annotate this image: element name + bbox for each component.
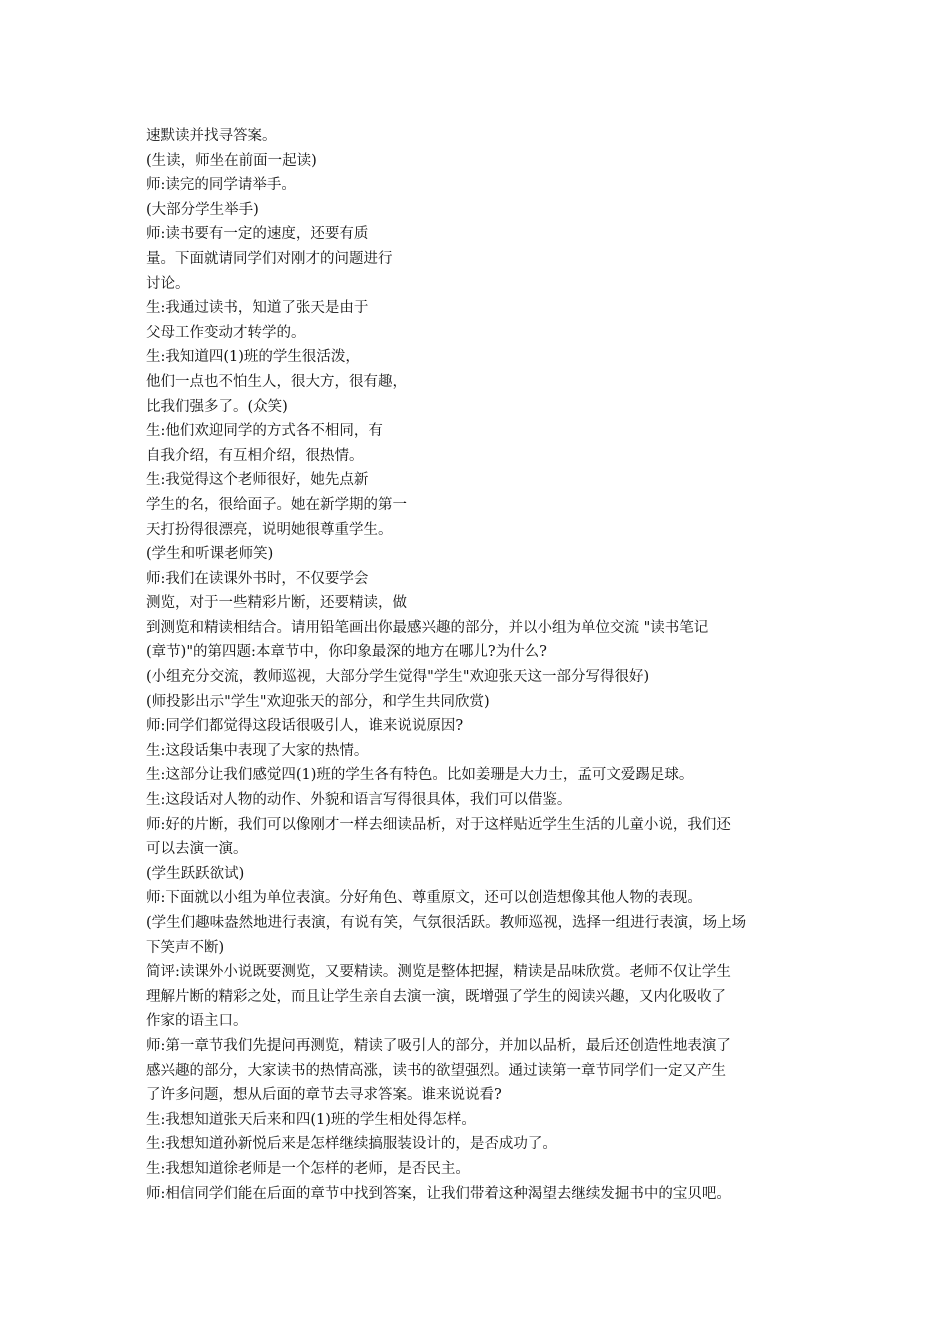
text-line: 作家的语主口。 — [146, 1013, 248, 1030]
text-line: 生:我想知道徐老师是一个怎样的老师，是否民主。 — [146, 1160, 470, 1177]
text-line: 师:下面就以小组为单位表演。分好角色、尊重原文，还可以创造想像其他人物的表现。 — [146, 890, 702, 907]
text-line: 自我介绍，有互相介绍，很热情。 — [146, 447, 364, 464]
text-line: 生:他们欢迎同学的方式各不相同，有 — [146, 423, 383, 440]
text-line: 师:读书要有一定的速度，还要有质 — [146, 226, 369, 243]
text-line: (学生们趣味盎然地进行表演，有说有笑，气氛很活跃。教师巡视，选择一组进行表演，场上场 — [146, 915, 747, 931]
text-line: 师:读完的同学请举手。 — [146, 177, 296, 194]
text-line: (师投影出示"学生"欢迎张天的部分，和学生共同欣赏) — [146, 693, 490, 710]
text-line: 下笑声不断) — [146, 939, 225, 956]
text-line: 生:我觉得这个老师很好，她先点新 — [146, 472, 369, 489]
text-line: 简评:读课外小说既要测览，又要精读。测览是整体把握，精读是品味欣赏。老师不仅让学生 — [146, 964, 731, 981]
text-line: 生:我想知道张天后来和四(1)班的学生相处得怎样。 — [146, 1111, 476, 1128]
text-line: 生:我知道四(1)班的学生很活泼， — [146, 349, 360, 366]
text-line: 了许多问题，想从后面的章节去寻求答案。谁来说说看? — [146, 1087, 502, 1104]
text-line: 生:我通过读书，知道了张天是由于 — [146, 300, 369, 317]
text-line: 生:这段话对人物的动作、外貌和语言写得很具体，我们可以借鉴。 — [146, 792, 572, 809]
text-line: 生:这段话集中表现了大家的热情。 — [146, 742, 369, 759]
document-body — [146, 124, 826, 1206]
text-line: (生读，师坐在前面一起读) — [146, 152, 317, 169]
text-line: (章节)"的第四题:本章节中，你印象最深的地方在哪儿?为什么? — [146, 644, 547, 661]
text-line: 生:我想知道孙新悦后来是怎样继续搞服装设计的，是否成功了。 — [146, 1136, 557, 1153]
text-line: 感兴趣的部分，大家读书的热情高涨，读书的欲望强烈。通过读第一章节同学们一定又产生 — [146, 1062, 726, 1079]
text-line: (学生跃跃欲试) — [146, 865, 245, 882]
text-line: 量。下面就请同学们对刚才的问题进行 — [146, 250, 393, 267]
text-line: 生:这部分让我们感觉四(1)班的学生各有特色。比如姜珊是大力士，孟可文爱踢足球。 — [146, 767, 694, 784]
text-line: 师:我们在读课外书时，不仅要学会 — [146, 570, 369, 587]
text-line: 到测览和精读相结合。请用铅笔画出你最感兴趣的部分，并以小组为单位交流 "读书笔记 — [146, 619, 709, 636]
text-line: 可以去演一演。 — [146, 841, 248, 858]
text-line: (大部分学生举手) — [146, 201, 259, 218]
text-line: 师:同学们都觉得这段话很吸引人，谁来说说原因? — [146, 718, 464, 735]
text-line: 父母工作变动才转学的。 — [146, 324, 306, 341]
text-line: 理解片断的精彩之处，而且让学生亲自去演一演，既增强了学生的阅读兴趣，又内化吸收了 — [146, 988, 726, 1005]
text-line: 速默读并找寻答案。 — [146, 128, 277, 144]
text-line: (学生和听课老师笑) — [146, 546, 274, 563]
text-line: 天打扮得很漂亮，说明她很尊重学生。 — [146, 521, 393, 538]
text-line: 比我们强多了。(众笑) — [146, 398, 288, 415]
text-line: 师:第一章节我们先提问再测览，精读了吸引人的部分，并加以品析，最后还创造性地表演了 — [146, 1037, 731, 1054]
text-line: 他们一点也不怕生人，很大方，很有趣， — [146, 373, 407, 390]
text-line: 测览，对于一些精彩片断，还要精读，做 — [146, 595, 407, 612]
text-line: 师:相信同学们能在后面的章节中找到答案，让我们带着这种渴望去继续发掘书中的宝贝吧。 — [146, 1185, 731, 1202]
text-line: 师:好的片断，我们可以像刚才一样去细读品析，对于这样贴近学生生活的儿童小说，我们还 — [146, 816, 731, 833]
text-line: (小组充分交流，教师巡视，大部分学生觉得"学生"欢迎张天这一部分写得很好) — [146, 669, 650, 686]
text-line: 学生的名，很给面子。她在新学期的第一 — [146, 496, 407, 513]
text-line: 讨论。 — [146, 275, 190, 292]
